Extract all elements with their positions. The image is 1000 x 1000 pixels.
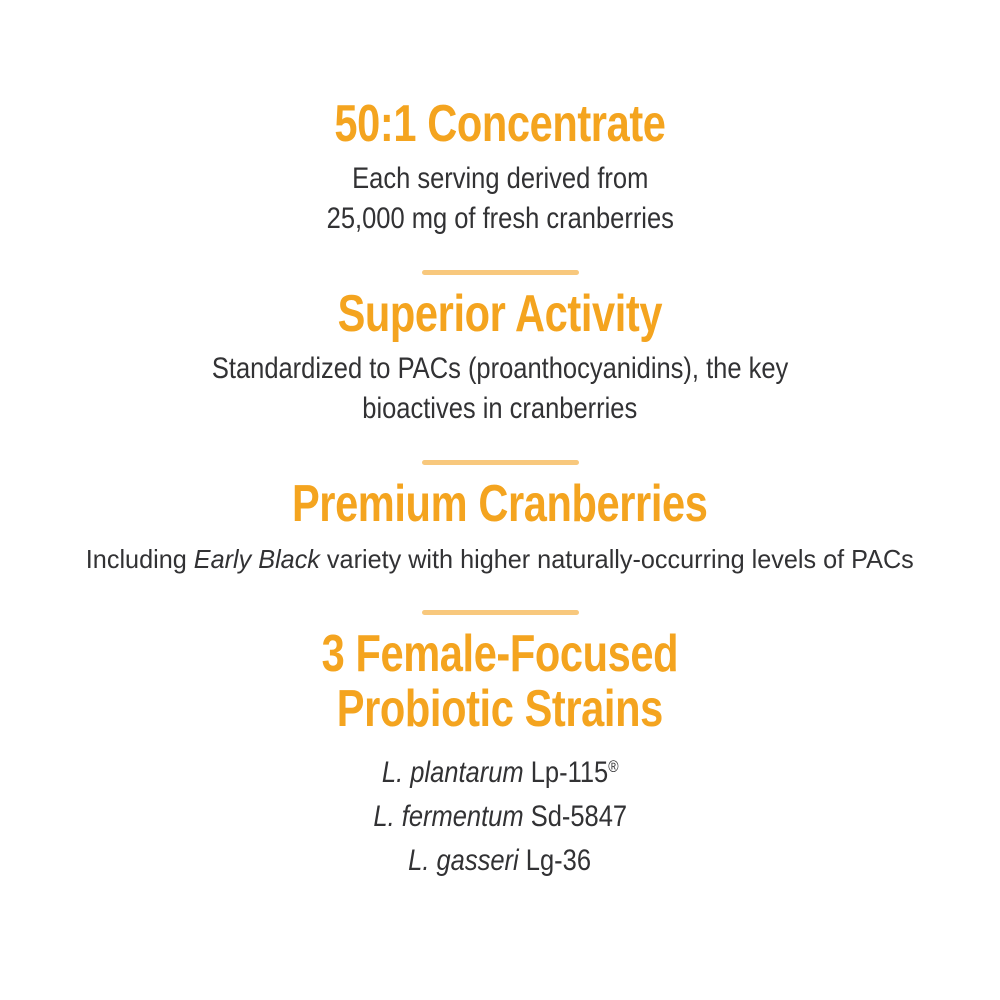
- probiotics-heading: [0, 627, 1000, 737]
- body-text: variety with higher naturally-occurring levels of PACs: [320, 544, 914, 574]
- body-line: Standardized to PACs (proanthocyanidins), the key: [211, 352, 789, 385]
- concentrate-heading-text: 50:1 Concentrate: [334, 95, 666, 153]
- section-probiotics: [0, 627, 1000, 883]
- concentrate-heading: [0, 97, 1000, 152]
- probiotics-heading-line: Probiotic Strains: [336, 680, 664, 738]
- body-line: 25,000 mg of fresh cranberries: [326, 202, 674, 235]
- body-text: Including: [86, 544, 194, 574]
- section-divider: [422, 270, 579, 275]
- section-cranberries: [0, 477, 1000, 579]
- section-concentrate: [0, 97, 1000, 239]
- strain-item: [373, 795, 627, 839]
- activity-body: [0, 349, 1000, 429]
- strain-code: Sd-5847: [523, 800, 627, 833]
- section-divider: [422, 460, 579, 465]
- strain-list: [0, 751, 1000, 883]
- section-activity: [0, 287, 1000, 429]
- cranberries-body: [0, 539, 1000, 579]
- strain-code: Lg-36: [519, 844, 592, 877]
- cranberries-heading-text: Premium Cranberries: [292, 475, 708, 533]
- variety-name-italic: Early Black: [193, 544, 321, 574]
- strain-item: [382, 751, 619, 795]
- strain-genus-italic: L. gasseri: [408, 844, 520, 877]
- activity-heading-text: Superior Activity: [337, 285, 663, 343]
- probiotics-heading-line: 3 Female-Focused: [321, 625, 679, 683]
- strain-genus-italic: L. plantarum: [381, 756, 524, 789]
- registered-mark: ®: [608, 758, 619, 777]
- strain-genus-italic: L. fermentum: [373, 800, 524, 833]
- concentrate-body: [0, 159, 1000, 239]
- body-line: [86, 539, 914, 579]
- body-line: Each serving derived from: [351, 162, 649, 195]
- strain-code: Lp-115: [523, 756, 609, 789]
- strain-item: [409, 839, 592, 883]
- activity-heading: [0, 287, 1000, 342]
- cranberries-heading: [0, 477, 1000, 532]
- body-line: bioactives in cranberries: [362, 392, 638, 425]
- section-divider: [422, 610, 579, 615]
